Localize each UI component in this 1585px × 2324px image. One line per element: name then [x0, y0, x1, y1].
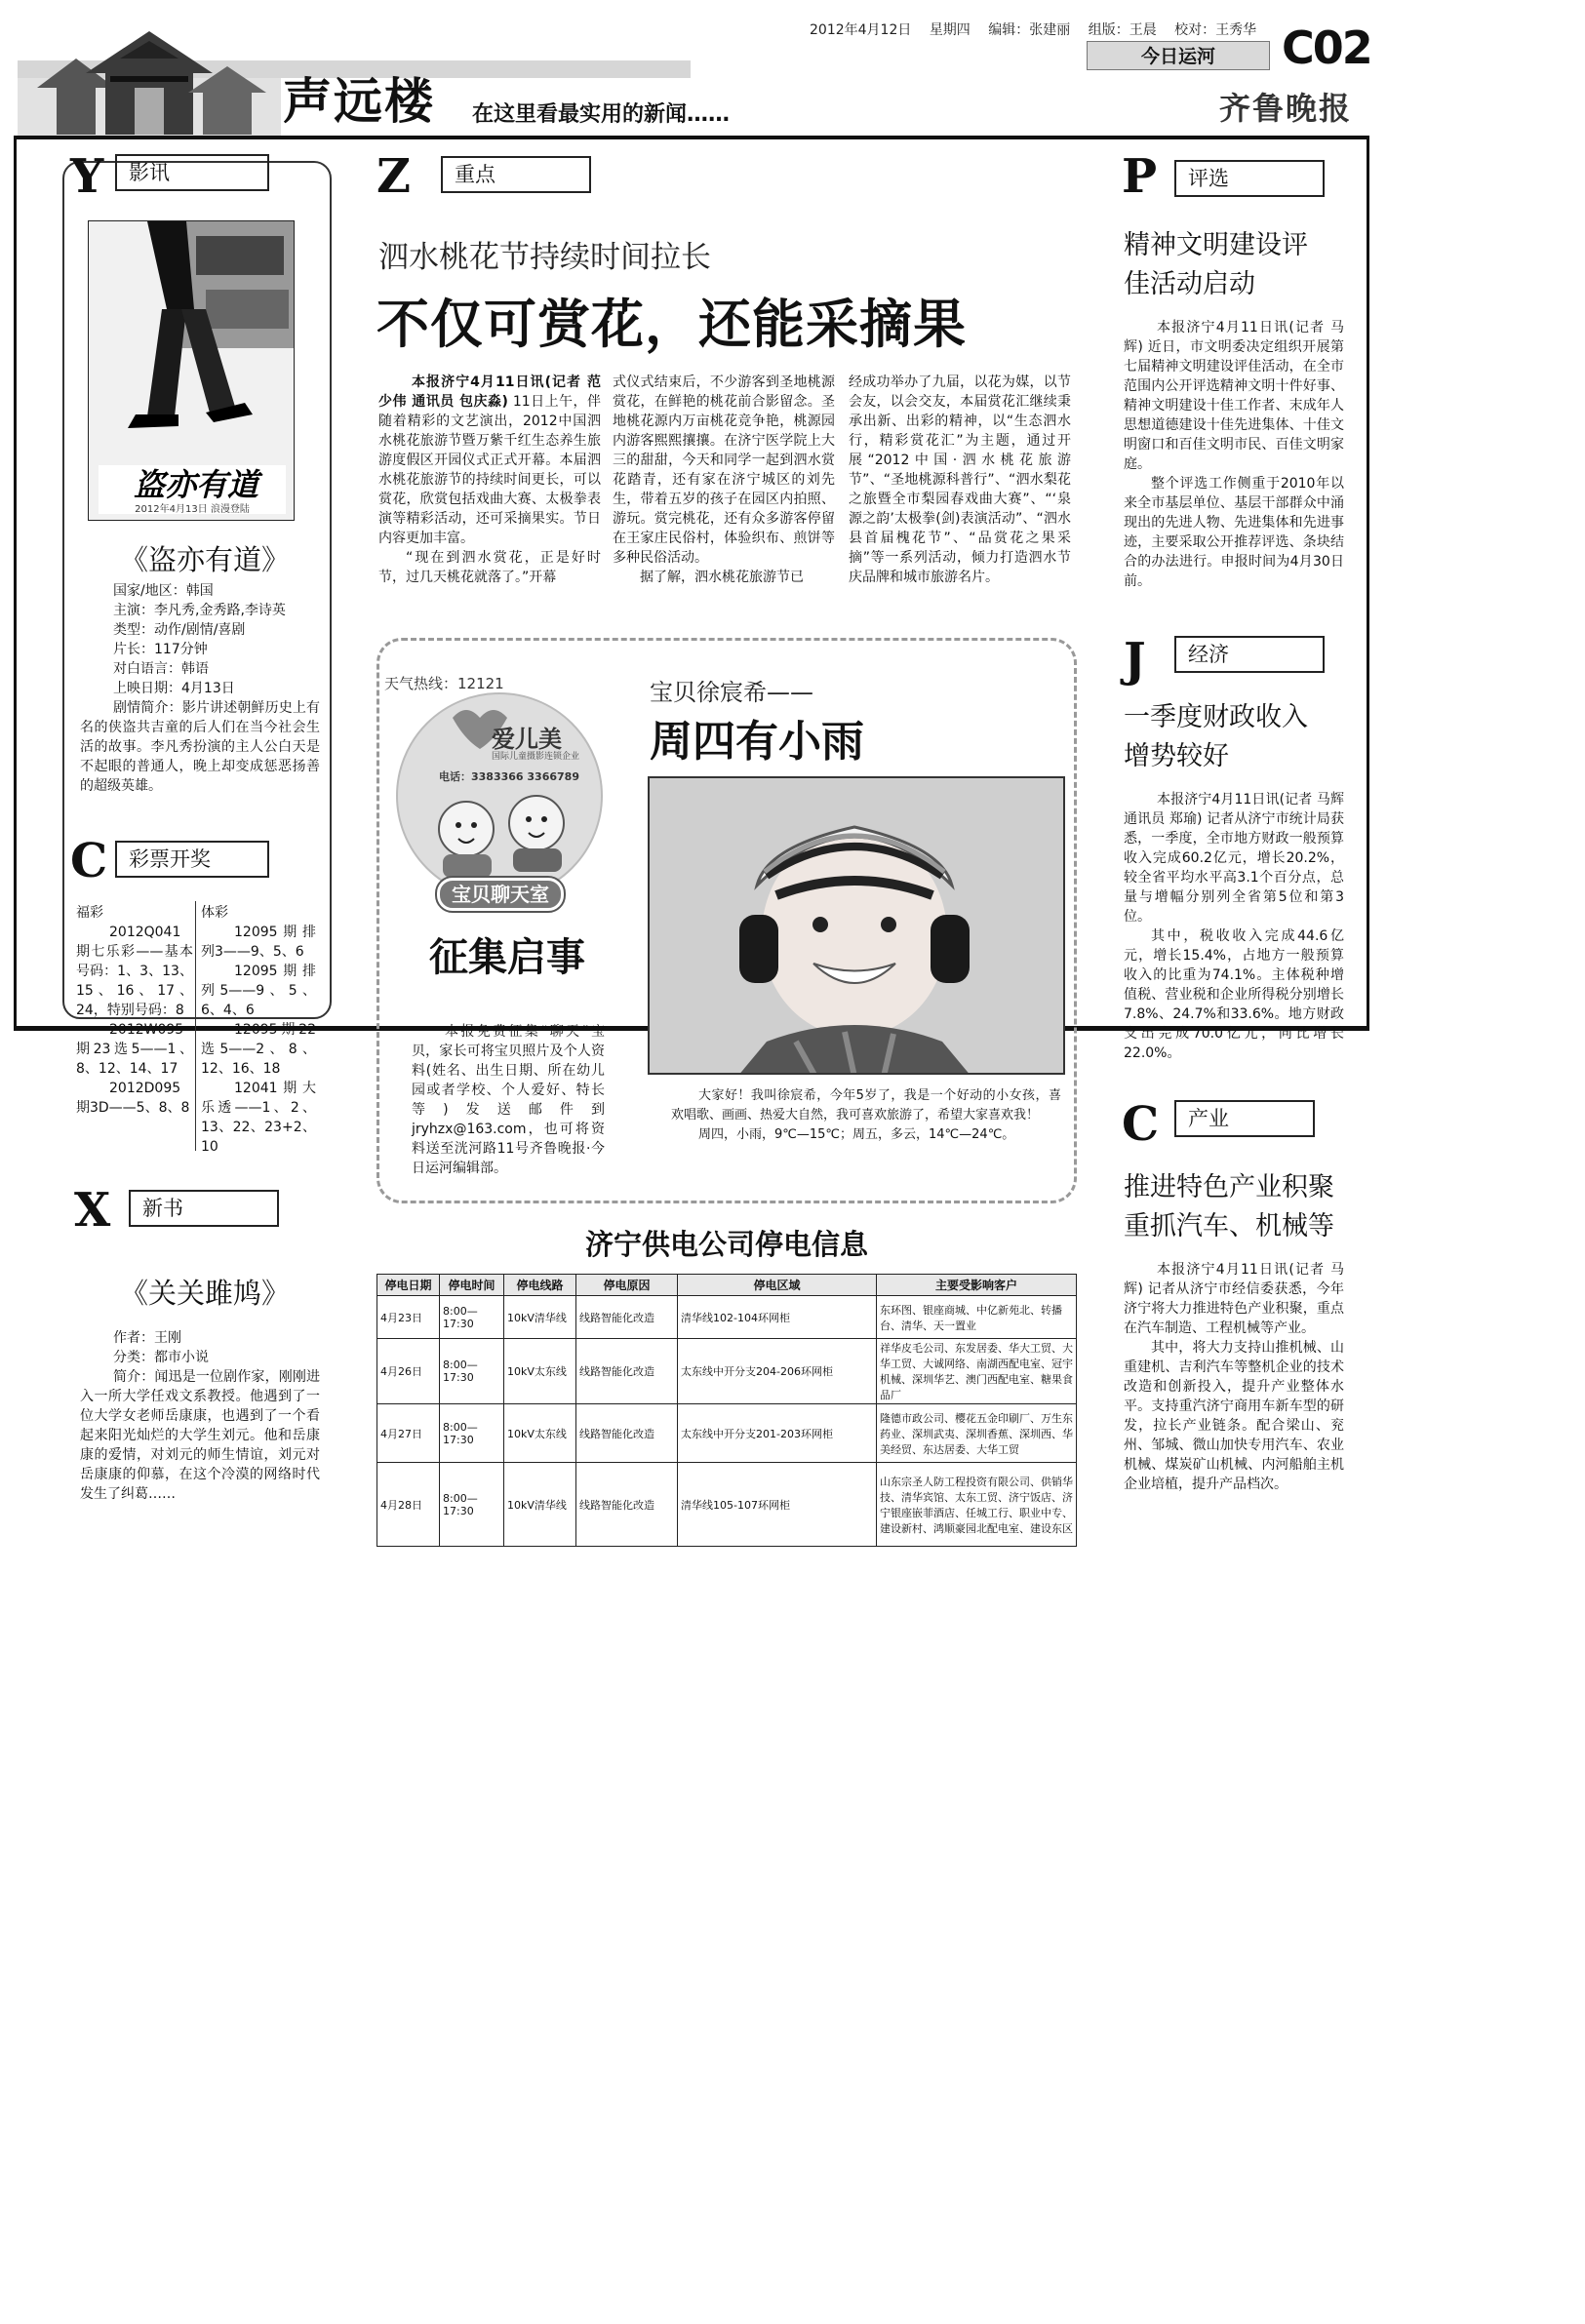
- table-cell: 10kV清华线: [504, 1296, 576, 1339]
- main-headline: 不仅可赏花，还能采摘果: [376, 294, 967, 355]
- table-row: [377, 1339, 1077, 1404]
- table-cell: 祥华皮毛公司、东发居委、华大工贸、大华工贸、大诚网络、南湖西配电室、冠宇机械、深圳华艺、澳门西配电室、糖果食品厂: [877, 1339, 1077, 1404]
- industry-headline: 推进特色产业积聚重抓汽车、机械等: [1124, 1172, 1334, 1241]
- frame-right-rule: [1367, 139, 1369, 1029]
- table-cell: 清华线105-107环网柜: [678, 1463, 877, 1547]
- table-cell: 隆德市政公司、樱花五金印刷厂、万生东药业、深圳武夷、深圳香蕉、深圳西、华美经贸、东达居委、大华工贸: [877, 1404, 1077, 1463]
- main-kicker: 泗水桃花节持续时间拉长: [378, 240, 711, 275]
- film-length: 片长：117分钟: [113, 642, 208, 657]
- baby-chat-badge: 宝贝聊天室: [437, 878, 564, 911]
- fucai-result: 2012Q041期七乐彩——基本号码：1、3、13、15、16、17、24，特别号码：8: [76, 925, 193, 1018]
- header-rule: [14, 136, 1369, 139]
- baby-headline: 周四有小雨: [650, 717, 864, 767]
- baby-logo-badge: [396, 692, 603, 899]
- col-header: 停电区域: [678, 1275, 877, 1296]
- baby-logo-name: 爱儿美: [492, 726, 562, 753]
- film-synopsis: 剧情简介：影片讲述朝鲜历史上有名的侠盗共吉童的后人们在当今社会生活的故事。李凡秀扮演的主人公白天是不起眼的普通人，晚上却变成惩恶扬善的超级英雄。: [80, 700, 320, 794]
- collect-text: [412, 1022, 605, 1178]
- layout-credit: 组版：王晨: [1088, 22, 1157, 38]
- power-table: [376, 1274, 1077, 1547]
- table-cell: 线路智能化改造: [576, 1339, 678, 1404]
- col-header: 停电原因: [576, 1275, 678, 1296]
- appraisal-para: 本报济宁4月11日讯(记者 马辉) 近日，市文明委决定组织开展第七届精神文明建设评佳活动，在全市范围内公开评选精神文明十件好事、精神文明建设十佳工作者、末成年人思想道德建设十佳先进集体、十佳文明窗口和百佳文明市民、百佳文明家庭。: [1124, 320, 1344, 472]
- film-section-label: 影讯: [115, 154, 269, 191]
- table-cell: 10kV清华线: [504, 1463, 576, 1547]
- table-cell: 太东线中开分支204-206环网柜: [678, 1339, 877, 1404]
- proof-credit: 校对：王秀华: [1174, 22, 1257, 38]
- appraisal-headline: 精神文明建设评佳活动启动: [1124, 230, 1308, 299]
- lottery-divider: [195, 901, 196, 1151]
- industry-para: 其中，将大力支持山推机械、山重建机、吉利汽车等整机企业的技术改造和创新投入，提升产业整体水平。支持重汽济宁商用车新车型的研发，拉长产业链条。配合梁山、兖州、邹城、微山加快专用汽车、农业机械、煤炭矿山机械、内河船舶主机企业培植，提升产品档次。: [1124, 1340, 1344, 1492]
- appraisal-para: 整个评选工作侧重于2010年以来全市基层单位、基层干部群众中涌现出的先进人物、先进集体和先进事迹，主要采取公开推荐评选、条块结合的办法进行。申报时间为4月30日前。: [1124, 476, 1344, 589]
- book-author: 作者：王刚: [113, 1330, 181, 1346]
- tower-illustration: [18, 20, 281, 137]
- film-genre: 类型：动作/剧情/喜剧: [113, 622, 246, 638]
- table-row: [377, 1296, 1077, 1339]
- economy-section-label: 经济: [1174, 636, 1325, 673]
- weather-hotline: 天气热线：12121: [384, 675, 504, 692]
- table-cell: 线路智能化改造: [576, 1463, 678, 1547]
- appraisal-body: [1124, 318, 1344, 591]
- table-cell: 10kV太东线: [504, 1339, 576, 1404]
- table-cell: 4月28日: [377, 1463, 440, 1547]
- baby-quote: [671, 1086, 1061, 1145]
- lottery-fucai: [76, 903, 193, 1118]
- film-poster-date: 2012年4月13日 浪漫登陆: [135, 504, 250, 515]
- table-cell: 8:00—17:30: [440, 1463, 504, 1547]
- table-row: [377, 1404, 1077, 1463]
- appraisal-section-letter: P: [1122, 149, 1158, 204]
- main-byline: 本报济宁4月11日讯(记者 范少伟 通讯员 包庆淼): [378, 374, 601, 410]
- film-country: 国家/地区：韩国: [113, 583, 214, 599]
- col-header: 停电日期: [377, 1275, 440, 1296]
- table-cell: 8:00—17:30: [440, 1296, 504, 1339]
- table-row: [377, 1463, 1077, 1547]
- main-para: 11日上午，伴随着精彩的文艺演出，2012中国泗水桃花旅游节暨万紫千红生态养生旅游度假区开园仪式正式开幕。本届泗水桃花旅游节的持续时间更长，可以赏花，欣赏包括戏曲大赛、太极拳表演等精彩活动，还可采摘果实。节日内容更加丰富。: [378, 394, 601, 546]
- film-section-letter: Y: [70, 149, 104, 204]
- issue-date: 2012年4月12日: [810, 22, 912, 38]
- book-title: 《关关雎鸠》: [119, 1277, 290, 1310]
- economy-headline: 一季度财政收入增势较好: [1124, 702, 1308, 771]
- economy-para: 本报济宁4月11日讯(记者 马辉 通讯员 郑瑜) 记者从济宁市统计局获悉，一季度，全市地方财政一般预算收入完成60.2亿元，增长20.2%，较全省平均水平高3.1个百分点，总量与增幅分别列全省第5位和第3位。: [1124, 792, 1344, 925]
- lottery-ticai: [201, 903, 316, 1157]
- main-para: 式仪式结束后，不少游客到圣地桃源赏花，在鲜艳的桃花前合影留念。圣地桃花源内万亩桃花竞争艳，桃源园内游客熙熙攘攘。在济宁医学院上大三的甜甜，今天和同学一起到泗水赏花踏青，还有家在济宁城区的刘先生，带着五岁的孩子在园区内拍照、游玩。赏完桃花，还有众多游客停留在王家庄民俗村，体验织布、煎饼等多种民俗活动。: [613, 374, 835, 566]
- industry-section-letter: C: [1122, 1097, 1160, 1152]
- industry-body: [1124, 1260, 1344, 1494]
- main-para: “现在到泗水赏花，正是好时节，过几天桃花就落了。”开幕: [378, 550, 601, 585]
- power-table-header: [377, 1275, 1077, 1296]
- table-cell: 4月26日: [377, 1339, 440, 1404]
- ticai-heading: 体彩: [201, 905, 228, 921]
- lottery-section-label: 彩票开奖: [115, 841, 269, 878]
- issue-weekday: 星期四: [929, 22, 971, 38]
- film-title: 《盗亦有道》: [119, 543, 290, 576]
- book-section-letter: X: [74, 1183, 111, 1238]
- table-cell: 4月23日: [377, 1296, 440, 1339]
- ticai-result: 12095期22选5——2、8、12、16、18: [201, 1022, 316, 1077]
- power-title: 济宁供电公司停电信息: [584, 1228, 868, 1261]
- table-cell: 山东宗圣人防工程投资有限公司、供销华技、清华宾馆、太东工贸、济宁饭店、济宁银座嵌菲酒店、任城工行、职业中专、建设新村、鸿顺豪园北配电室、建设东区: [877, 1463, 1077, 1547]
- table-cell: 8:00—17:30: [440, 1404, 504, 1463]
- table-cell: 线路智能化改造: [576, 1296, 678, 1339]
- film-poster-title: 盗亦有道: [133, 466, 258, 503]
- industry-para: 本报济宁4月11日讯(记者 马辉) 记者从济宁市经信委获悉，今年济宁将大力推进特色产业积聚，重点在汽车制造、工程机械等产业。: [1124, 1262, 1344, 1336]
- baby-logo-phone: 电话：3383366 3366789: [439, 770, 579, 783]
- table-cell: 线路智能化改造: [576, 1404, 678, 1463]
- lottery-section-letter: C: [70, 834, 108, 888]
- table-cell: 4月27日: [377, 1404, 440, 1463]
- page-number: C02: [1282, 21, 1371, 74]
- film-release: 上映日期：4月13日: [113, 681, 235, 696]
- collect-body: 本报免费征集“聊天”宝贝，家长可将宝贝照片及个人资料(姓名、出生日期、所在幼儿园或者学校、个人爱好、特长等)发送邮件到jryhzx@163.com，也可将资料送至洸河路11号齐鲁晚报·今日运河编辑部。: [412, 1024, 605, 1176]
- table-cell: 清华线102-104环网柜: [678, 1296, 877, 1339]
- weather-forecast: 周四，小雨，9℃—15℃；周五，多云，14℃—24℃。: [698, 1127, 1015, 1142]
- column-title: 声远楼: [283, 73, 435, 130]
- film-cast: 主演：李凡秀,金秀路,李诗英: [113, 603, 286, 618]
- main-col-2: [613, 373, 835, 587]
- main-section-letter: Z: [376, 149, 412, 204]
- book-section-label: 新书: [129, 1190, 279, 1227]
- newspaper-logo: 齐鲁晚报: [1219, 90, 1353, 127]
- fucai-heading: 福彩: [76, 905, 103, 921]
- main-section-label: 重点: [441, 156, 591, 193]
- col-header: 主要受影响客户: [877, 1275, 1077, 1296]
- table-cell: 10kV太东线: [504, 1404, 576, 1463]
- main-col-1: [378, 373, 601, 587]
- baby-photo: [648, 776, 1065, 1075]
- book-intro: 简介：闻迅是一位剧作家，刚刚进入一所大学任戏文系教授。他遇到了一位大学女老师岳康康，也遇到了一个看起来阳光灿烂的大学生刘元。他和岳康康的爱情，对刘元的师生情谊，刘元对岳康康的仰慕，在这个冷漠的网络时代发生了纠葛……: [80, 1369, 320, 1502]
- main-col-3: [849, 373, 1071, 587]
- main-para: 经成功举办了九届，以花为媒，以节会友，以会交友，本届赏花汇继续秉承出新、出彩的精神，以“生态泗水行，精彩赏花汇”为主题，通过开展“2012中国·泗水桃花旅游节”、“圣地桃源科普行”、“泗水梨花之旅暨全市梨园春戏曲大赛”、“‘泉源之韵’太极拳(剑)表演活动”、“泗水县首届槐花节”、“品赏花之果采摘”等一系列活动，倾力打造泗水节庆品牌和城市旅游名片。: [849, 374, 1071, 585]
- baby-logo-sub: 国际儿童摄影连锁企业: [492, 752, 580, 762]
- ticai-result: 12095期排列3——9、5、6: [201, 925, 316, 960]
- book-info: [80, 1328, 320, 1504]
- main-para: 据了解，泗水桃花旅游节已: [640, 570, 804, 585]
- economy-para: 其中，税收收入完成44.6亿元，增长15.4%，占地方一般预算收入的比重为74.1%。主体税种增值税、营业税和企业所得税分别增长7.8%、24.7%和33.6%。地方财政支出完成70.0亿元，同比增长22.0%。: [1124, 928, 1344, 1061]
- ticai-result: 12095期排列5——9、5、6、4、6: [201, 964, 316, 1018]
- editor-credit: 编辑：张建丽: [988, 22, 1071, 38]
- industry-section-label: 产业: [1174, 1100, 1315, 1137]
- ticai-result: 12041期大乐透——1、2、13、22、23+2、10: [201, 1081, 316, 1155]
- fucai-result: 2012D095期3D——5、8、8: [76, 1081, 190, 1116]
- issue-meta: [810, 20, 1270, 39]
- frame-left-rule: [14, 139, 17, 1029]
- appraisal-section-label: 评选: [1174, 160, 1325, 197]
- column-slogan: 在这里看最实用的新闻……: [472, 102, 731, 127]
- baby-photo-art: [650, 778, 1065, 1075]
- economy-body: [1124, 790, 1344, 1063]
- table-cell: 太东线中开分支201-203环网柜: [678, 1404, 877, 1463]
- book-category: 分类：都市小说: [113, 1350, 209, 1365]
- economy-section-letter: J: [1124, 633, 1146, 688]
- table-cell: 东环图、银座商城、中亿新苑北、转播台、清华、天一置业: [877, 1296, 1077, 1339]
- page-section-tag: 今日运河: [1087, 41, 1270, 70]
- col-header: 停电时间: [440, 1275, 504, 1296]
- col-header: 停电线路: [504, 1275, 576, 1296]
- film-language: 对白语言：韩语: [113, 661, 209, 677]
- baby-intro: 大家好！我叫徐宸希，今年5岁了，我是一个好动的小女孩，喜欢唱歌、画画、热爱大自然，我可喜欢旅游了，希望大家喜欢我！: [671, 1088, 1061, 1123]
- film-poster: [88, 220, 295, 521]
- baby-kicker: 宝贝徐宸希——: [650, 679, 813, 706]
- table-cell: 8:00—17:30: [440, 1339, 504, 1404]
- fucai-result: 2012W095期23选5——1、8、12、14、17: [76, 1022, 193, 1077]
- collect-title: 征集启事: [429, 935, 585, 980]
- film-info: [80, 581, 320, 796]
